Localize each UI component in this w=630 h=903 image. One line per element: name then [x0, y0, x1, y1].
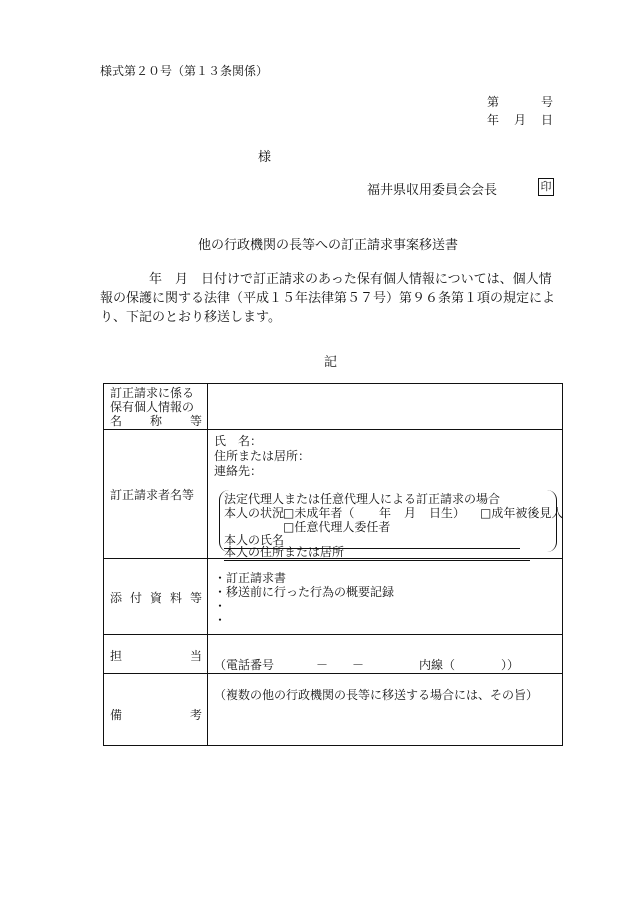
- number-prefix: 第: [487, 95, 500, 109]
- body-line-1: 年 月 日付けで訂正請求のあった保有個人情報については、個人情: [136, 272, 552, 287]
- number-suffix: 号: [540, 95, 553, 109]
- row1-label-line3: [110, 414, 202, 428]
- attachment-item-3: ・: [214, 599, 227, 613]
- minor-day: 日生）: [429, 506, 466, 520]
- attachment-item-2: ・移送前に行った行為の概要記録: [214, 585, 395, 599]
- row3-label-char: 付: [129, 591, 142, 605]
- principal-status-label: 本人の状況: [224, 506, 285, 520]
- form-number: 様式第２０号（第１３条関係）: [100, 64, 269, 78]
- delegator-checkbox: □任意代理人委任者: [283, 520, 391, 534]
- remarks-note: （複数の他の行政機関の長等に移送する場合には、その旨）: [214, 688, 539, 702]
- row2-label: 訂正請求者名等: [110, 488, 195, 502]
- body-paragraph: [100, 270, 562, 327]
- document-title: 他の行政機関の長等への訂正請求事案移送書: [198, 238, 459, 253]
- row3-label-char: 料: [169, 591, 182, 605]
- row1-label-char: 名: [110, 414, 123, 428]
- principal-address-line: [224, 543, 530, 561]
- row3-label-char: 等: [189, 591, 202, 605]
- row3-label-char: 資: [149, 591, 162, 605]
- row4-label-char: 当: [189, 649, 202, 663]
- requester-contact: 連絡先：: [214, 464, 263, 478]
- minor-year: 年: [379, 506, 392, 520]
- row-divider: [104, 429, 562, 430]
- row3-label: [110, 589, 202, 606]
- principal-address-label: 本人の住所または居所: [224, 543, 530, 561]
- row1-label-char: 等: [189, 414, 202, 428]
- body-line-2: 報の保護に関する法律（平成１５年法律第５７号）第９６条第１項の規定によ: [100, 291, 556, 306]
- proxy-box-title: 法定代理人または任意代理人による訂正請求の場合: [224, 492, 501, 506]
- minor-checkbox: □未成年者（: [283, 506, 355, 520]
- date-day: 日: [540, 113, 553, 127]
- row1-label: [110, 386, 202, 428]
- row1-label-line2: 保有個人情報の: [110, 400, 195, 414]
- sender-name: 福井県収用委員会会長: [367, 183, 498, 198]
- body-line-3: り、下記のとおり移送します。: [100, 310, 281, 325]
- principal-name-label: 本人の氏名: [224, 531, 520, 549]
- attachment-item-4: ・: [214, 613, 227, 627]
- row4-label-char: 担: [110, 649, 123, 663]
- contact-phone: （電話番号: [214, 658, 275, 672]
- requester-name: 氏 名：: [214, 434, 263, 448]
- seal-box: 印: [538, 178, 554, 196]
- extension-close: ））: [501, 658, 520, 672]
- phone-dash-1: －: [316, 658, 329, 672]
- row5-label-char: 備: [110, 708, 123, 722]
- extension-label: 内線（: [419, 658, 456, 672]
- date-year: 年: [487, 113, 500, 127]
- row-divider: [104, 634, 562, 635]
- minor-month: 月: [404, 506, 417, 520]
- date-line: [487, 111, 553, 128]
- adult-ward-checkbox: □成年被後見人: [480, 506, 564, 520]
- date-month: 月: [513, 113, 526, 127]
- document-number-line: [487, 93, 553, 110]
- row3-label-char: 添: [110, 591, 123, 605]
- addressee-suffix: 様: [258, 150, 272, 165]
- row1-label-line1: 訂正請求に係る: [110, 386, 195, 400]
- row-divider: [104, 673, 562, 674]
- phone-dash-2: －: [352, 658, 365, 672]
- row4-label: [110, 647, 202, 664]
- transfer-table: [103, 383, 563, 746]
- column-divider: [207, 384, 208, 745]
- row1-label-char: 称: [149, 414, 162, 428]
- row5-label: [110, 706, 202, 723]
- requester-address: 住所または居所：: [214, 449, 311, 463]
- row5-label-char: 考: [189, 708, 202, 722]
- attachment-item-1: ・訂正請求書: [214, 571, 287, 585]
- ki-heading: 記: [324, 355, 338, 370]
